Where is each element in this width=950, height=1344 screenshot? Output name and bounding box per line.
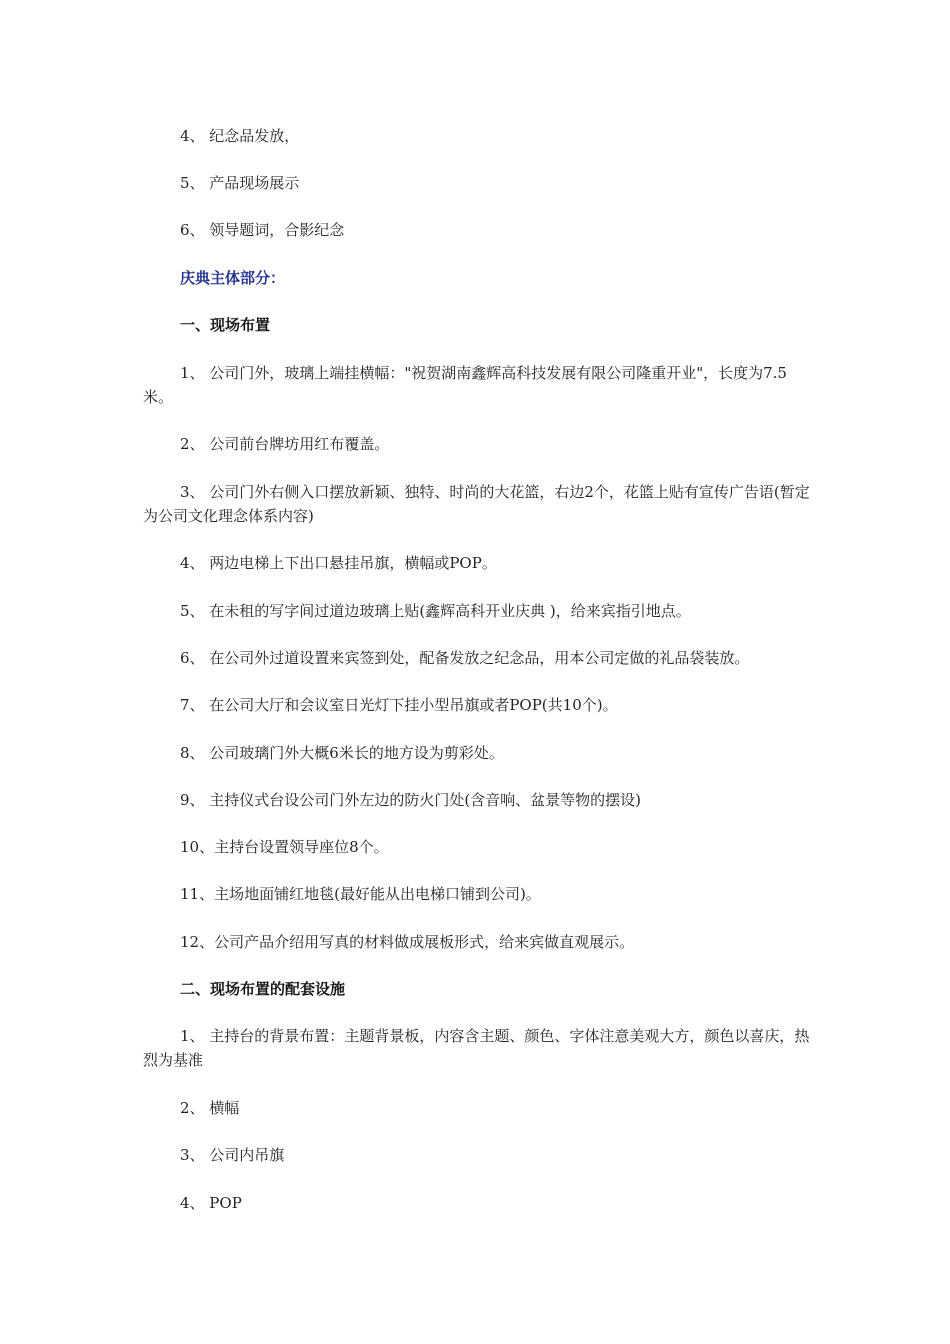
- list-item: 4、 两边电梯上下出口悬挂吊旗，横幅或POP。: [180, 554, 497, 572]
- list-item: 6、 在公司外过道设置来宾签到处，配备发放之纪念品，用本公司定做的礼品袋装放。: [180, 649, 750, 667]
- list-item: 8、 公司玻璃门外大概6米长的地方设为剪彩处。: [180, 744, 504, 762]
- list-item: 11、主场地面铺红地毯(最好能从出电梯口铺到公司)。: [180, 885, 541, 903]
- list-item: 4、 POP: [180, 1194, 242, 1212]
- list-item: 7、 在公司大厅和会议室日光灯下挂小型吊旗或者POP(共10个)。: [180, 696, 618, 714]
- list-item: 3、 公司门外右侧入口摆放新颖、独特、时尚的大花篮，右边2个，花篮上贴有宣传广告语(暂定为公司文化理念体系内容): [143, 483, 810, 525]
- list-item: 10、主持台设置领导座位8个。: [180, 838, 389, 856]
- list-item: 5、 在未租的写字间过道边玻璃上贴(鑫辉高科开业庆典 )，给来宾指引地点。: [180, 602, 691, 620]
- list-item: 12、公司产品介绍用写真的材料做成展板形式，给来宾做直观展示。: [180, 933, 635, 951]
- list-item: 9、 主持仪式台设公司门外左边的防火门处(含音响、盆景等物的摆设): [180, 791, 642, 809]
- list-item: 2、 横幅: [180, 1099, 240, 1117]
- main-heading: 庆典主体部分：: [180, 269, 286, 287]
- list-item: 2、 公司前台牌坊用红布覆盖。: [180, 435, 390, 453]
- intro-item: 4、 纪念品发放，: [180, 127, 300, 145]
- list-item: 3、 公司内吊旗: [180, 1146, 285, 1164]
- intro-item: 6、 领导题词，合影纪念: [180, 221, 345, 239]
- list-item: 1、 主持台的背景布置：主题背景板，内容含主题、颜色、字体注意美观大方，颜色以喜庆，热烈为基准: [143, 1027, 810, 1069]
- intro-item: 5、 产品现场展示: [180, 174, 300, 192]
- list-item: 1、 公司门外，玻璃上端挂横幅："祝贺湖南鑫辉高科技发展有限公司隆重开业"，长度为7.5米。: [143, 364, 787, 406]
- section-title: 一、现场布置: [180, 316, 271, 334]
- section-title: 二、现场布置的配套设施: [180, 980, 346, 998]
